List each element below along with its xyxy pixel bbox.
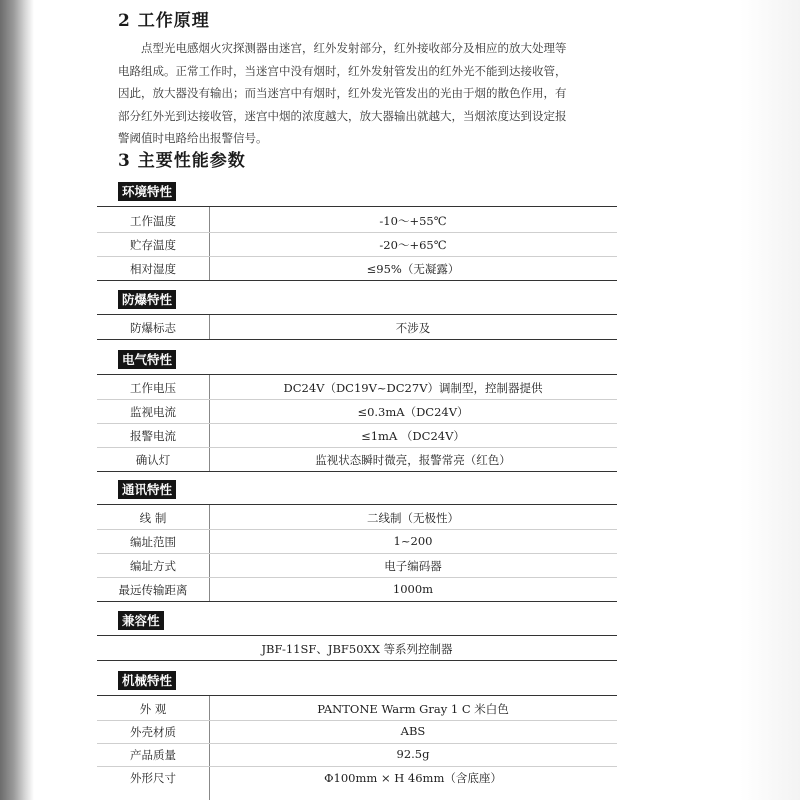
paragraph-line: 电路组成。正常工作时，当迷宫中没有烟时，红外发射管发出的红外光不能到达接收管， (118, 63, 567, 78)
param-value: -10～+55℃ (379, 214, 447, 228)
group-header-environment: 环境特性 (118, 182, 176, 201)
paragraph-line: 部分红外光到达接收管，迷宫中烟的浓度越大，放大器输出就越大，当烟浓度达到设定报 (118, 108, 567, 123)
param-name: 产品质量 (130, 748, 176, 762)
table-rule (97, 374, 617, 375)
table-rule (97, 280, 617, 281)
param-value: 二线制（无极性） (367, 511, 459, 525)
section-title-parameters: 3 主要性能参数 (118, 151, 246, 171)
table-row (97, 316, 617, 340)
table-row (97, 554, 617, 578)
table-rule (97, 504, 617, 505)
table-row (97, 209, 617, 233)
param-name: 工作电压 (130, 381, 176, 395)
table-rule (97, 314, 617, 315)
compatible-controllers: JBF-11SF、JBF50XX 等系列控制器 (261, 642, 453, 656)
table-row (97, 637, 617, 661)
param-value: ≤1mA （DC24V） (361, 429, 465, 443)
param-value: ABS (400, 724, 426, 738)
param-value: 电子编码器 (384, 559, 442, 573)
table-row (97, 578, 617, 602)
param-value: 1~200 (393, 534, 433, 548)
group-header-communication: 通讯特性 (118, 480, 176, 499)
table-rule (97, 206, 617, 207)
param-name: 线 制 (139, 511, 167, 525)
table-row (97, 376, 617, 400)
table-row (97, 257, 617, 281)
param-name: 确认灯 (135, 453, 171, 467)
param-value: ≤0.3mA（DC24V） (357, 405, 469, 419)
group-header-compatibility: 兼容性 (118, 611, 164, 630)
table-rule (97, 339, 617, 340)
paragraph-line: 警阈值时电路给出报警信号。 (118, 131, 268, 145)
param-value: 监视状态瞬时微亮，报警常亮（红色） (315, 453, 511, 467)
table-rule (97, 695, 617, 696)
param-name: 相对湿度 (130, 262, 176, 276)
table-row (97, 697, 617, 721)
table-row (97, 506, 617, 530)
table-row (97, 424, 617, 448)
param-value: 不涉及 (395, 321, 431, 335)
param-name: 最远传输距离 (118, 583, 188, 597)
param-value: 1000m (392, 582, 434, 596)
param-name: 报警电流 (130, 429, 176, 443)
param-value: DC24V（DC19V~DC27V）调制型，控制器提供 (283, 381, 543, 395)
paragraph-line: 点型光电感烟火灾探测器由迷宫，红外发射部分，红外接收部分及相应的放大处理等 (141, 41, 567, 55)
param-name: 防爆标志 (130, 321, 176, 335)
group-header-mechanical: 机械特性 (118, 671, 176, 690)
param-value: Φ100mm × H 46mm（含底座） (324, 771, 502, 785)
group-header-electrical: 电气特性 (118, 350, 176, 369)
param-name: 外壳材质 (130, 725, 176, 739)
table-row (97, 720, 617, 744)
param-value: ≤95%（无凝露） (366, 262, 460, 276)
table-row (97, 400, 617, 424)
param-name: 贮存温度 (130, 238, 176, 252)
param-value: -20～+65℃ (379, 238, 447, 252)
param-name: 外形尺寸 (130, 771, 176, 785)
principle-paragraph (118, 37, 600, 150)
table-rule (97, 471, 617, 472)
table-row (97, 743, 617, 767)
paragraph-line: 因此，放大器没有输出；而当迷宫中有烟时，红外发光管发出的光由于烟的散色作用，有 (118, 86, 567, 100)
param-name: 监视电流 (130, 405, 176, 419)
section-title-principle: 2 工作原理 (118, 11, 210, 31)
group-header-explosion-proof: 防爆特性 (118, 290, 176, 309)
param-name: 工作温度 (130, 214, 176, 228)
table-rule (97, 660, 617, 661)
param-name: 编址范围 (130, 535, 176, 549)
table-rule (97, 635, 617, 636)
param-value: PANTONE Warm Gray 1 C 米白色 (317, 702, 509, 716)
param-name: 编址方式 (130, 559, 176, 573)
param-value: 92.5g (396, 747, 430, 761)
param-name: 外 观 (139, 702, 167, 716)
table-row (97, 233, 617, 257)
table-row (97, 766, 617, 790)
table-rule (97, 601, 617, 602)
table-row (97, 448, 617, 472)
table-row (97, 530, 617, 554)
